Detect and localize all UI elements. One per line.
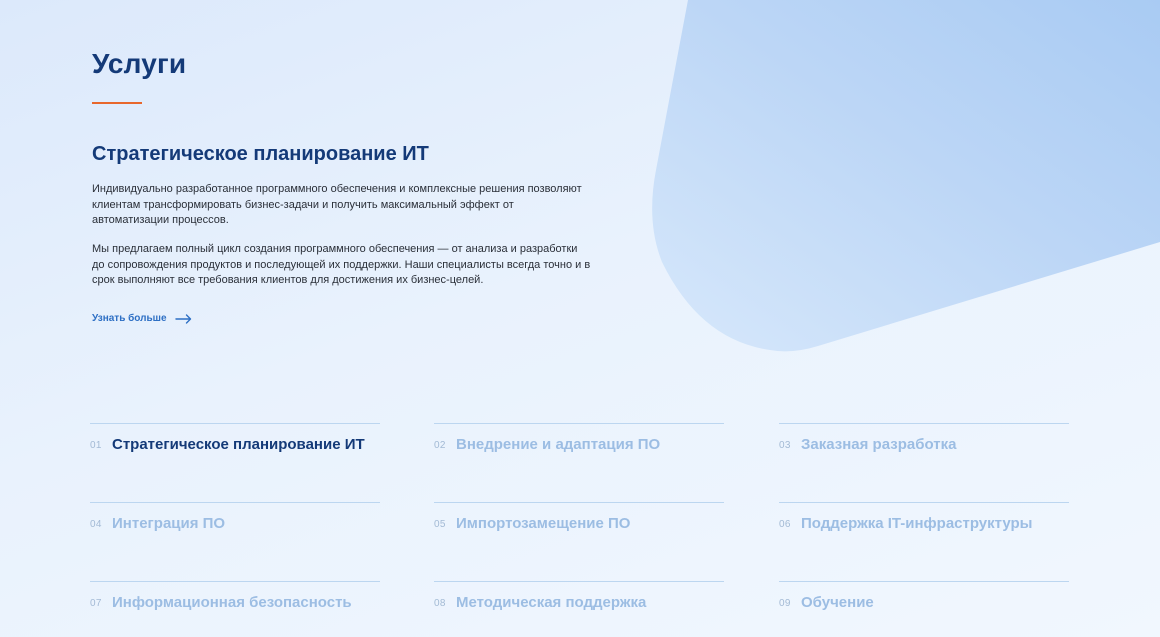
service-tab-label: Заказная разработка (801, 435, 957, 453)
service-description-paragraph-2: Мы предлагаем полный цикл создания программного обеспечения — от анализа и разработки до сопровождения продуктов и последующей их поддержки. Наши специалисты всегда точно и в срок выполняют все требования клиентов для достижения их бизнес-целей. (92, 243, 591, 286)
service-tab-label: Методическая поддержка (456, 593, 647, 611)
service-tab-number: 03 (779, 439, 791, 451)
service-tab-06[interactable] (779, 502, 1069, 543)
service-tab-label: Обучение (801, 593, 874, 611)
service-tab-number: 09 (779, 597, 791, 609)
service-tab-number: 06 (779, 518, 791, 530)
service-tab-number: 08 (434, 597, 446, 609)
learn-more-link[interactable] (92, 313, 192, 324)
service-description-paragraph-1: Индивидуально разработанное программного обеспечения и комплексные решения позволяют клиентам трансформировать бизнес-задачи и получить максимальный эффект от автоматизации процессов. (92, 183, 582, 226)
service-tab-label: Информационная безопасность (112, 593, 352, 611)
service-tab-number: 04 (90, 518, 102, 530)
service-tab-04[interactable] (90, 502, 380, 543)
arrow-right-icon (175, 314, 192, 324)
service-tab-number: 05 (434, 518, 446, 530)
service-tab-01[interactable] (90, 423, 380, 464)
service-tab-number: 07 (90, 597, 102, 609)
service-tab-label: Импортозамещение ПО (456, 514, 631, 532)
service-tab-label: Интеграция ПО (112, 514, 226, 532)
service-detail-heading: Стратегическое планирование ИТ (92, 143, 429, 165)
service-tab-label: Поддержка IT-инфраструктуры (801, 514, 1033, 532)
service-tab-02[interactable] (434, 423, 724, 464)
title-accent-underline (92, 102, 142, 104)
service-tab-label: Внедрение и адаптация ПО (456, 435, 661, 453)
service-tab-number: 01 (90, 439, 102, 451)
service-tab-03[interactable] (779, 423, 1069, 464)
page-title: Услуги (92, 48, 187, 79)
learn-more-label: Узнать больше (92, 313, 167, 324)
service-tab-05[interactable] (434, 502, 724, 543)
service-tab-07[interactable] (90, 581, 380, 622)
service-tab-label: Стратегическое планирование ИТ (112, 435, 365, 453)
service-tab-08[interactable] (434, 581, 724, 622)
service-tab-number: 02 (434, 439, 446, 451)
service-tab-09[interactable] (779, 581, 1069, 622)
